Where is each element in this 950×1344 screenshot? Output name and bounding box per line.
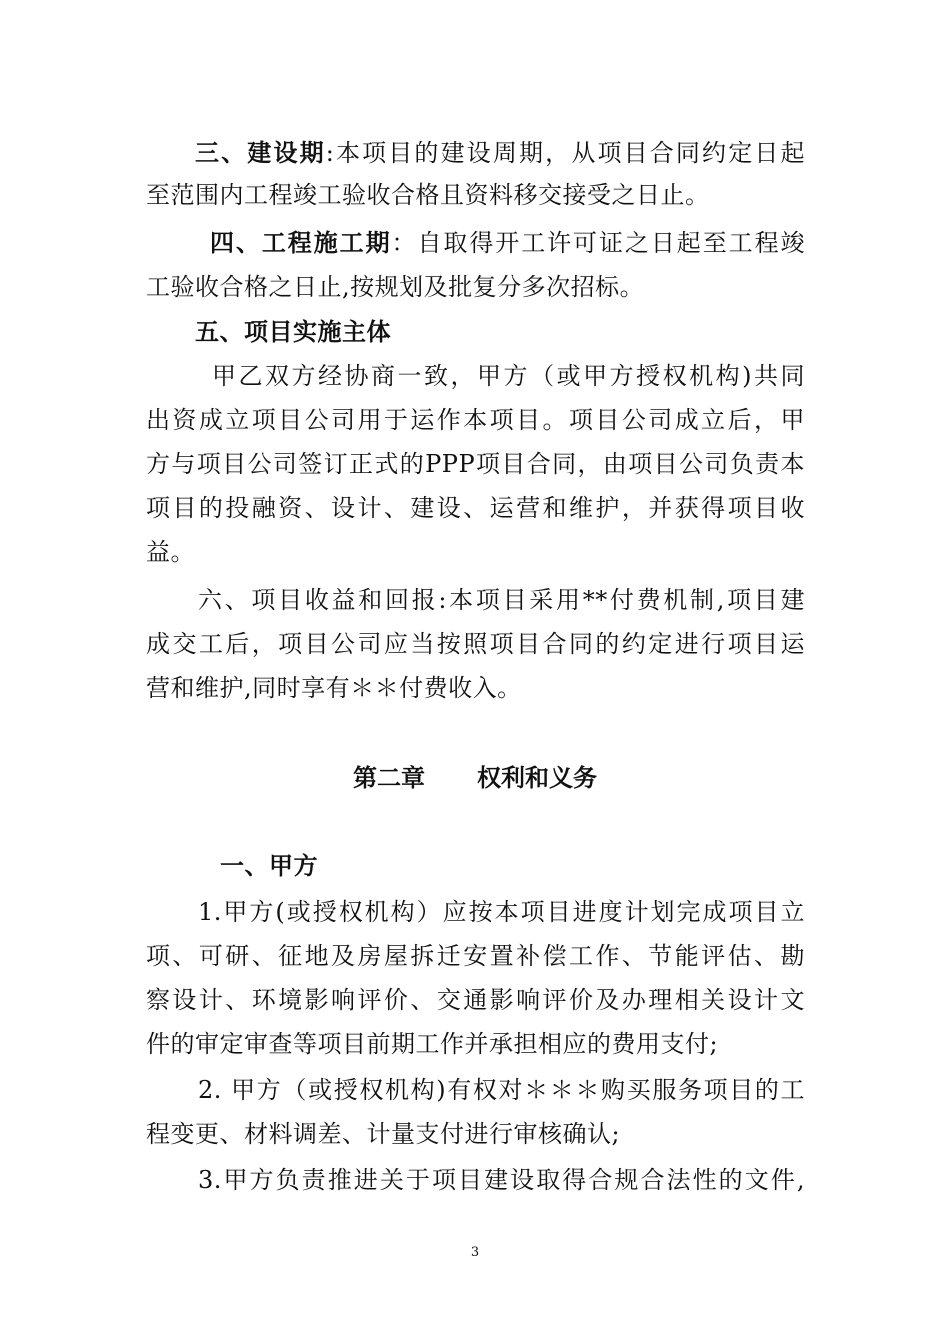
part-1-heading: 一、甲方 (220, 852, 318, 880)
section-5-line-5: 益。 (146, 538, 195, 566)
item-1-line-4: 件的审定审查等项目前期工作并承担相应的费用支付; (146, 1030, 719, 1058)
section-5-line-3: 方与项目公司签订正式的PPP项目合同，由项目公司负责本 (146, 450, 805, 478)
section-3-line-1 (195, 131, 805, 175)
item-2-line-2: 程变更、材料调差、计量支付进行审核确认; (146, 1120, 621, 1148)
item-2-line-1: 2. 甲方（或授权机构)有权对＊＊＊购买服务项目的工 (198, 1076, 805, 1104)
item-1-line-3: 察设计、环境影响评价、交通影响评价及办理相关设计文 (146, 986, 805, 1014)
section-4-line-2: 工验收合格之日止,按规划及批复分多次招标。 (146, 273, 645, 301)
section-3-line-2: 至范围内工程竣工验收合格且资料移交接受之日止。 (146, 181, 710, 209)
section-6-line-1: 六、项目收益和回报:本项目采用**付费机制,项目建 (198, 586, 805, 614)
section-4-text: ：自取得开工许可证之日起至工程竣 (391, 229, 806, 257)
section-5-line-1: 甲乙双方经协商一致，甲方（或甲方授权机构)共同 (212, 362, 805, 390)
chapter-number: 第二章 (353, 764, 425, 792)
page-number: 3 (470, 1245, 480, 1260)
section-6-line-2: 成交工后，项目公司应当按照项目合同的约定进行项目运 (146, 630, 805, 658)
section-6-line-3: 营和维护,同时享有＊＊付费收入。 (146, 674, 522, 702)
chapter-heading (0, 758, 950, 798)
section-5-line-4: 项目的投融资、设计、建设、运营和维护，并获得项目收 (146, 494, 805, 522)
item-3-line-1: 3.甲方负责推进关于项目建设取得合规合法性的文件, (198, 1166, 805, 1194)
section-4-line-1 (210, 221, 805, 265)
section-5-heading: 五、项目实施主体 (195, 318, 391, 346)
section-4-heading: 四、工程施工期 (210, 229, 392, 257)
section-3-text: :本项目的建设周期，从项目合同约定日起 (325, 139, 806, 167)
item-1-line-1: 1.甲方(或授权机构）应按本项目进度计划完成项目立 (198, 898, 805, 926)
chapter-title: 权利和义务 (477, 764, 597, 792)
section-5-line-2: 出资成立项目公司用于运作本项目。项目公司成立后，甲 (146, 406, 805, 434)
section-3-heading: 三、建设期 (195, 139, 326, 167)
item-1-line-2: 项、可研、征地及房屋拆迁安置补偿工作、节能评估、勘 (146, 942, 805, 970)
